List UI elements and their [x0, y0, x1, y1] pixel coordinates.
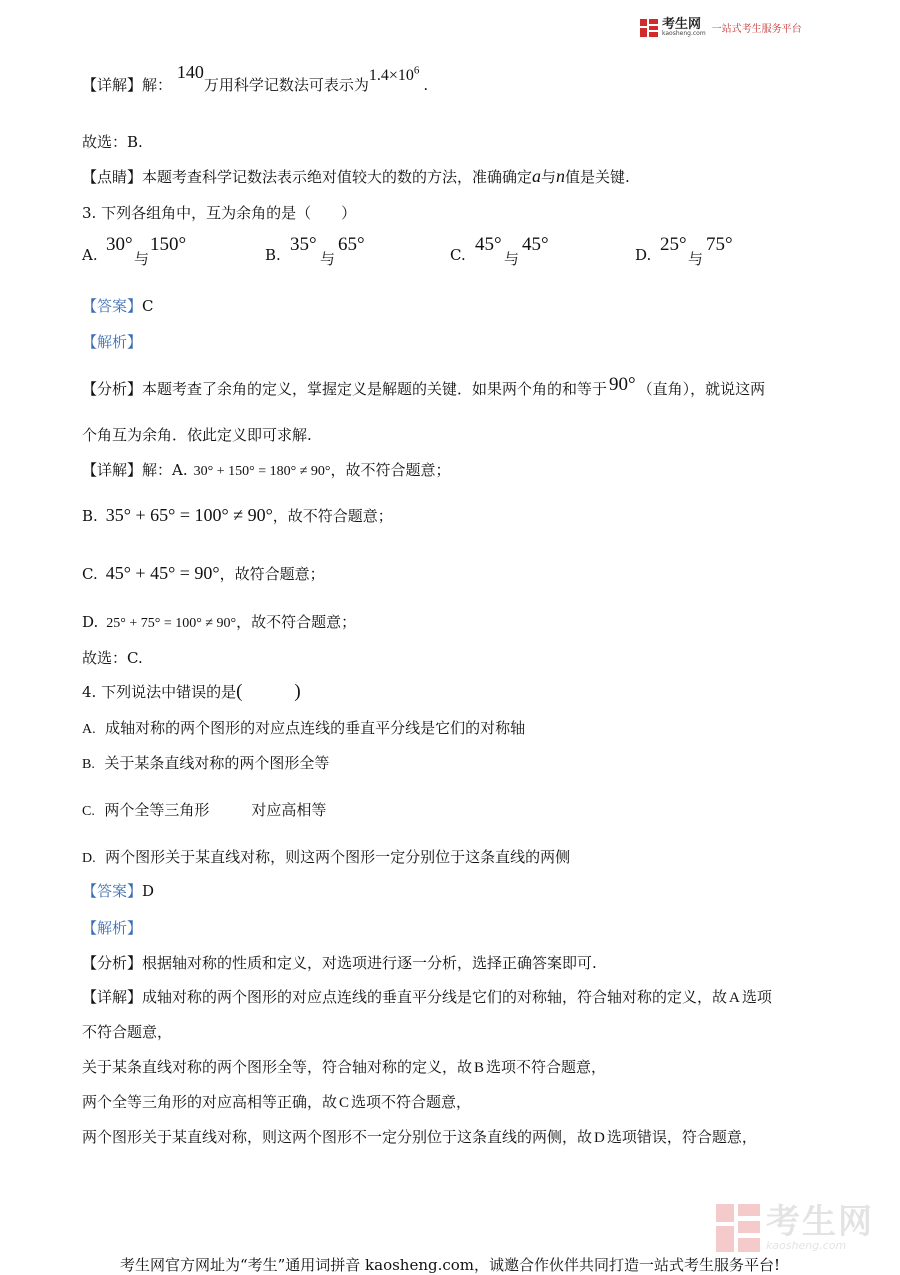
option-b-angle-1: 35° [290, 234, 317, 255]
option-text: 关于某条直线对称的两个图形全等 [104, 754, 330, 772]
logo-domain: kaosheng.com [662, 30, 706, 37]
detail-letter: C [339, 1095, 350, 1111]
q4-detail-line4 [82, 1126, 757, 1147]
q2-detail-line [82, 62, 429, 95]
q4-answer [82, 880, 154, 901]
watermark [716, 1201, 874, 1252]
header-logo [640, 18, 802, 37]
q4-fenxi [82, 952, 597, 973]
q3-choice: 故选：C. [82, 649, 143, 667]
q3-detail-b [82, 505, 393, 526]
detail-end: 选项不符合题意， [351, 1093, 472, 1111]
kaosheng-logo-icon [640, 19, 658, 37]
fenxi-tag: 【分析】 [82, 380, 143, 398]
detail-c-prefix: C. [82, 565, 98, 583]
answer-value: D [142, 882, 155, 900]
detail-end: 选项错误，符合题意， [606, 1128, 757, 1146]
option-a-letter: A. [82, 246, 98, 264]
q4-stem-text: 4. 下列说法中错误的是 [82, 683, 237, 701]
option-d-angle-1: 25° [660, 234, 687, 255]
option-b-angle-2: 65° [338, 234, 365, 255]
variable-a: a [532, 166, 542, 186]
option-c-letter: C. [450, 246, 466, 264]
fenxi-tag: 【分析】 [82, 954, 143, 972]
detail-tag: 【详解】 [82, 76, 143, 94]
comment-tag: 【点睛】 [82, 168, 143, 186]
q3-fenxi-line2: 个角互为余角．依此定义即可求解. [82, 426, 312, 444]
sci-notation-exp: 6 [413, 64, 420, 77]
watermark-logo-icon [716, 1204, 760, 1252]
option-text: 两个图形关于某直线对称，则这两个图形一定分别位于这条直线的两侧 [105, 848, 571, 866]
watermark-domain: kaosheng.com [766, 1238, 847, 1252]
detail-a-text: ，故不符合题意； [330, 461, 451, 479]
detail-text: 成轴对称的两个图形的对应点连线的垂直平分线是它们的对称轴，符合轴对称的定义，故 [142, 988, 728, 1006]
detail-b-text: ，故不符合题意； [272, 507, 393, 525]
answer-tag: 【答案】 [82, 297, 143, 315]
option-letter: C. [82, 804, 95, 819]
option-d-letter: D. [635, 246, 652, 264]
detail-a-prefix: 解：A. [142, 461, 188, 479]
q4-detail-line3 [82, 1091, 471, 1112]
q4-stem [82, 681, 301, 703]
detail-text: 两个全等三角形的对应高相等正确，故 [82, 1093, 338, 1111]
q3-fenxi-line1 [82, 374, 766, 400]
q3-options [82, 234, 802, 270]
option-text: 两个全等三角形 [104, 801, 210, 819]
detail-d-math: 25° + 75° = 100° ≠ 90° [106, 616, 237, 631]
answer-tag: 【答案】 [82, 882, 143, 900]
detail-b-prefix: B. [82, 507, 98, 525]
detail-a-math: 30° + 150° = 180° ≠ 90° [193, 464, 331, 479]
q3-detail-a [82, 459, 451, 480]
fenxi-degree: 90° [609, 374, 636, 395]
fenxi-text: 根据轴对称的性质和定义，对选项进行逐一分析，选择正确答案即可. [142, 954, 597, 972]
detail-tag: 【详解】 [82, 988, 143, 1006]
q4-paren-close: ) [294, 681, 301, 702]
detail-end: . [423, 76, 429, 94]
q4-option-c [82, 799, 326, 820]
detail-d-prefix: D. [82, 613, 99, 631]
detail-text: 万用科学记数法可表示为 [203, 76, 369, 94]
option-a-with: 与 [134, 250, 150, 268]
option-a-angle-2: 150° [150, 234, 187, 255]
option-c-with: 与 [504, 250, 520, 268]
sci-notation-base: 1.4×10 [368, 67, 414, 84]
detail-end: 选项 [741, 988, 772, 1006]
detail-b-math: 35° + 65° = 100° ≠ 90° [105, 505, 273, 525]
number-140: 140 [176, 62, 204, 82]
detail-text: 关于某条直线对称的两个图形全等，符合轴对称的定义，故 [82, 1058, 473, 1076]
variable-n: n [556, 166, 566, 186]
logo-slogan: 一站式考生服务平台 [711, 24, 802, 35]
logo-name: 考生网 [662, 17, 702, 32]
q4-detail-line1 [82, 986, 772, 1007]
detail-prefix: 解： [142, 76, 173, 94]
option-c-angle-1: 45° [475, 234, 502, 255]
detail-letter: A [729, 990, 740, 1006]
option-letter: A. [82, 722, 96, 737]
q3-detail-d [82, 611, 356, 632]
option-text: 成轴对称的两个图形的对应点连线的垂直平分线是它们的对称轴 [105, 719, 526, 737]
fenxi-text-2: （直角），就说这两 [637, 380, 766, 398]
answer-value: C [142, 297, 154, 315]
comment-text-2: 与 [541, 168, 557, 186]
option-text-2: 对应高相等 [251, 801, 327, 819]
option-d-with: 与 [688, 250, 704, 268]
q3-detail-c [82, 563, 325, 584]
q2-choice: 故选：B. [82, 133, 143, 151]
fenxi-text-1: 本题考查了余角的定义，掌握定义是解题的关键．如果两个角的和等于 [142, 380, 608, 398]
detail-text: 两个图形关于某直线对称，则这两个图形不一定分别位于这条直线的两侧，故 [82, 1128, 593, 1146]
option-letter: D. [82, 851, 96, 866]
detail-c-text: ，故符合题意； [219, 565, 325, 583]
option-letter: B. [82, 757, 95, 772]
q4-option-a [82, 717, 525, 738]
watermark-name: 考生网 [766, 1201, 874, 1242]
option-a-angle-1: 30° [106, 234, 133, 255]
option-b-letter: B. [265, 246, 281, 264]
detail-letter: D [594, 1130, 605, 1146]
q4-option-d [82, 846, 570, 867]
detail-end: 选项不符合题意， [486, 1058, 607, 1076]
detail-tag: 【详解】 [82, 461, 143, 479]
q3-stem: 3. 下列各组角中，互为余角的是（ ） [82, 204, 357, 222]
q3-analysis-tag: 【解析】 [82, 333, 143, 351]
q4-detail-line1-cont: 不符合题意， [82, 1023, 173, 1041]
detail-c-math: 45° + 45° = 90° [105, 563, 220, 583]
q4-detail-line2 [82, 1056, 606, 1077]
q4-analysis-tag: 【解析】 [82, 919, 143, 937]
q4-paren-open: ( [236, 681, 243, 702]
q4-option-b [82, 752, 329, 773]
comment-text-1: 本题考查科学记数法表示绝对值较大的数的方法，准确确定 [142, 168, 533, 186]
page-footer: 考生网官方网址为“考生”通用词拼音 kaosheng.com，诚邀合作伙伴共同打造一站式考生服务平台! [119, 1256, 781, 1274]
option-d-angle-2: 75° [706, 234, 733, 255]
detail-letter: B [474, 1060, 485, 1076]
detail-d-text: ，故不符合题意； [236, 613, 357, 631]
option-b-with: 与 [320, 250, 336, 268]
comment-text-3: 值是关键. [565, 168, 630, 186]
q3-answer [82, 295, 154, 316]
q2-comment [82, 166, 630, 187]
option-c-angle-2: 45° [522, 234, 549, 255]
